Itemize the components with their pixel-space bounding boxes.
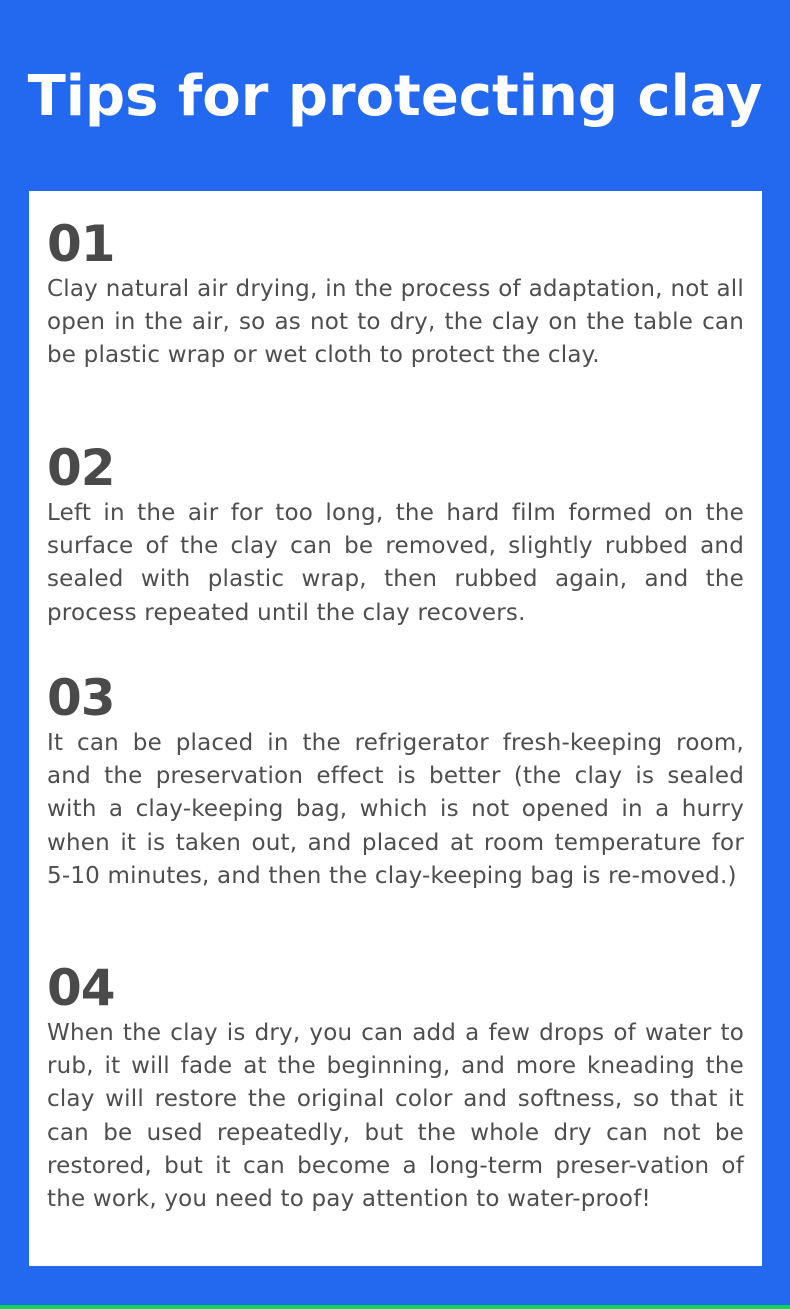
tip-item-03 bbox=[47, 669, 744, 893]
tip-text: Left in the air for too long, the hard film formed on the surface of the clay can be removed, slightly rubbed and sealed with plastic wrap, then rubbed again, and the process repeated until the clay recovers. bbox=[47, 500, 744, 626]
tip-item-02 bbox=[47, 439, 744, 630]
tip-text: It can be placed in the refrigerator fresh-keeping room, and the preservation effect is better (the clay is sealed with a clay-keeping bag, which is not opened in a hurry when it is taken out, and placed at room temperature for 5-10 minutes, and then the clay-keeping bag is re-moved.) bbox=[47, 730, 744, 889]
bottom-accent-strip bbox=[0, 1305, 790, 1309]
tips-card bbox=[29, 191, 762, 1266]
tip-text: Clay natural air drying, in the process of adaptation, not all open in the air, so as not to dry, the clay on the table can be plastic wrap or wet cloth to protect the clay. bbox=[47, 276, 744, 369]
header-banner bbox=[0, 0, 790, 190]
tip-item-01 bbox=[47, 215, 744, 373]
tip-number: 01 bbox=[47, 215, 115, 273]
page-title: Tips for protecting clay bbox=[27, 64, 763, 129]
tip-item-04 bbox=[47, 959, 744, 1216]
tip-number: 03 bbox=[47, 669, 115, 727]
tip-number: 02 bbox=[47, 439, 115, 497]
tip-text: When the clay is dry, you can add a few drops of water to rub, it will fade at the beginning, and more kneading the clay will restore the original color and softness, so that it can be used repeatedly, but the whole dry can not be restored, but it can become a long-term preser-vation of the work, you need to pay attention to water-proof! bbox=[47, 1020, 744, 1213]
tip-number: 04 bbox=[47, 959, 115, 1017]
